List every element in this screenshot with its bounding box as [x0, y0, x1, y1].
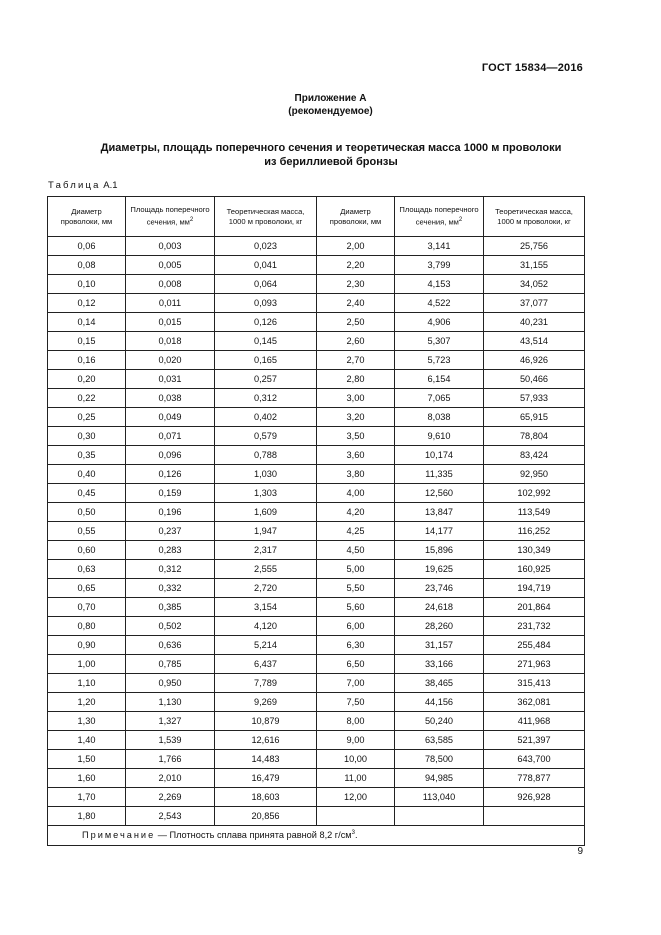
section-title-line-2: из бериллиевой бронзы: [264, 156, 398, 168]
right-diameter-cell: 4,50: [317, 541, 395, 560]
right-area-cell: 44,156: [395, 693, 484, 712]
left-diameter-cell: 0,10: [48, 275, 126, 294]
left-area-cell: 0,785: [126, 655, 215, 674]
right-mass-cell: 315,413: [484, 674, 585, 693]
right-diameter-cell: 6,30: [317, 636, 395, 655]
left-area-cell: 2,010: [126, 769, 215, 788]
right-diameter-cell: 4,00: [317, 484, 395, 503]
left-mass-cell: 0,312: [215, 389, 317, 408]
left-area-cell: 0,237: [126, 522, 215, 541]
header-area-left-sup: 2: [189, 217, 194, 224]
right-mass-cell: 34,052: [484, 275, 585, 294]
table-row: [48, 788, 585, 807]
right-diameter-cell: 12,00: [317, 788, 395, 807]
left-mass-cell: 1,030: [215, 465, 317, 484]
left-mass-cell: 6,437: [215, 655, 317, 674]
left-area-cell: 0,096: [126, 446, 215, 465]
table-row: [48, 712, 585, 731]
left-mass-cell: 1,609: [215, 503, 317, 522]
left-diameter-cell: 1,80: [48, 807, 126, 826]
left-mass-cell: 0,126: [215, 313, 317, 332]
left-area-cell: 0,283: [126, 541, 215, 560]
right-area-cell: 78,500: [395, 750, 484, 769]
right-diameter-cell: 9,00: [317, 731, 395, 750]
table-row: [48, 617, 585, 636]
table-row: [48, 370, 585, 389]
left-area-cell: 0,502: [126, 617, 215, 636]
note-sup: 3: [351, 830, 355, 837]
right-mass-cell: 255,484: [484, 636, 585, 655]
left-area-cell: 0,005: [126, 256, 215, 275]
table-row: [48, 256, 585, 275]
left-mass-cell: 2,720: [215, 579, 317, 598]
right-area-cell: 28,260: [395, 617, 484, 636]
left-diameter-cell: 0,22: [48, 389, 126, 408]
left-diameter-cell: 0,63: [48, 560, 126, 579]
table-row: [48, 674, 585, 693]
left-diameter-cell: 0,15: [48, 332, 126, 351]
header-area-left-text: Площадь поперечного сечения, мм: [130, 205, 210, 227]
right-area-cell: 38,465: [395, 674, 484, 693]
appendix-title: Приложение А: [294, 93, 367, 104]
left-mass-cell: 14,483: [215, 750, 317, 769]
right-area-cell: 6,154: [395, 370, 484, 389]
table-row: [48, 522, 585, 541]
left-area-cell: 0,049: [126, 408, 215, 427]
table-row: [48, 503, 585, 522]
right-area-cell: 5,723: [395, 351, 484, 370]
left-mass-cell: 2,555: [215, 560, 317, 579]
left-mass-cell: 16,479: [215, 769, 317, 788]
right-diameter-cell: [317, 807, 395, 826]
right-mass-cell: 92,950: [484, 465, 585, 484]
right-diameter-cell: 5,60: [317, 598, 395, 617]
table-label: [48, 180, 118, 191]
left-area-cell: 1,130: [126, 693, 215, 712]
table-row: [48, 294, 585, 313]
right-area-cell: 4,522: [395, 294, 484, 313]
header-area-left: [126, 197, 215, 237]
section-title: [60, 141, 602, 169]
right-mass-cell: 778,877: [484, 769, 585, 788]
left-diameter-cell: 1,30: [48, 712, 126, 731]
right-area-cell: 12,560: [395, 484, 484, 503]
right-diameter-cell: 2,30: [317, 275, 395, 294]
document-number: ГОСТ 15834—2016: [481, 62, 583, 74]
left-area-cell: 0,031: [126, 370, 215, 389]
left-area-cell: 0,038: [126, 389, 215, 408]
left-diameter-cell: 0,30: [48, 427, 126, 446]
right-mass-cell: 78,804: [484, 427, 585, 446]
appendix-heading: [0, 92, 661, 118]
left-area-cell: 1,766: [126, 750, 215, 769]
right-area-cell: [395, 807, 484, 826]
right-area-cell: 113,040: [395, 788, 484, 807]
left-diameter-cell: 0,40: [48, 465, 126, 484]
left-area-cell: 0,018: [126, 332, 215, 351]
data-table: [47, 196, 585, 846]
right-diameter-cell: 6,50: [317, 655, 395, 674]
left-diameter-cell: 0,12: [48, 294, 126, 313]
left-area-cell: 0,636: [126, 636, 215, 655]
right-mass-cell: 411,968: [484, 712, 585, 731]
note-end: .: [354, 830, 358, 841]
right-area-cell: 13,847: [395, 503, 484, 522]
right-area-cell: 3,141: [395, 237, 484, 256]
left-area-cell: 0,312: [126, 560, 215, 579]
left-area-cell: 2,543: [126, 807, 215, 826]
right-mass-cell: 83,424: [484, 446, 585, 465]
left-area-cell: 0,008: [126, 275, 215, 294]
note-label: Примечание: [82, 830, 156, 841]
table-row: [48, 636, 585, 655]
header-mass-left: Теоретическая масса, 1000 м проволоки, кг: [215, 197, 317, 237]
table-row: [48, 446, 585, 465]
table-row: [48, 807, 585, 826]
left-area-cell: 0,011: [126, 294, 215, 313]
right-mass-cell: 50,466: [484, 370, 585, 389]
left-diameter-cell: 0,70: [48, 598, 126, 617]
table-row: [48, 275, 585, 294]
left-area-cell: 1,539: [126, 731, 215, 750]
right-mass-cell: 643,700: [484, 750, 585, 769]
header-mass-right: Теоретическая масса, 1000 м проволоки, кг: [484, 197, 585, 237]
table-label-number: А.1: [103, 180, 118, 191]
left-diameter-cell: 1,20: [48, 693, 126, 712]
left-area-cell: 0,071: [126, 427, 215, 446]
right-mass-cell: 46,926: [484, 351, 585, 370]
table-row: [48, 389, 585, 408]
right-diameter-cell: 2,60: [317, 332, 395, 351]
left-mass-cell: 2,317: [215, 541, 317, 560]
right-area-cell: 19,625: [395, 560, 484, 579]
right-diameter-cell: 7,00: [317, 674, 395, 693]
left-mass-cell: 0,093: [215, 294, 317, 313]
right-diameter-cell: 3,20: [317, 408, 395, 427]
table-row: [48, 237, 585, 256]
right-diameter-cell: 2,40: [317, 294, 395, 313]
right-mass-cell: 926,928: [484, 788, 585, 807]
table-row: [48, 560, 585, 579]
note-text: — Плотность сплава принята равной 8,2 г/см: [155, 830, 352, 841]
table-row: [48, 693, 585, 712]
table-row: [48, 579, 585, 598]
appendix-subtitle: (рекомендуемое): [288, 106, 373, 117]
right-mass-cell: 116,252: [484, 522, 585, 541]
right-diameter-cell: 3,80: [317, 465, 395, 484]
header-area-right-sup: 2: [458, 217, 463, 224]
right-mass-cell: 43,514: [484, 332, 585, 351]
right-mass-cell: 231,732: [484, 617, 585, 636]
table-body: [48, 237, 585, 826]
left-diameter-cell: 1,40: [48, 731, 126, 750]
left-mass-cell: 7,789: [215, 674, 317, 693]
right-area-cell: 31,157: [395, 636, 484, 655]
table-header-row: [48, 197, 585, 237]
right-mass-cell: 160,925: [484, 560, 585, 579]
left-area-cell: 0,385: [126, 598, 215, 617]
left-mass-cell: 3,154: [215, 598, 317, 617]
table-row: [48, 408, 585, 427]
right-area-cell: 11,335: [395, 465, 484, 484]
left-area-cell: 2,269: [126, 788, 215, 807]
left-mass-cell: 0,064: [215, 275, 317, 294]
left-mass-cell: 0,579: [215, 427, 317, 446]
left-mass-cell: 4,120: [215, 617, 317, 636]
left-diameter-cell: 0,90: [48, 636, 126, 655]
left-mass-cell: 10,879: [215, 712, 317, 731]
table-row: [48, 313, 585, 332]
left-diameter-cell: 1,00: [48, 655, 126, 674]
header-diameter-left: Диаметр проволоки, мм: [48, 197, 126, 237]
left-mass-cell: 0,041: [215, 256, 317, 275]
table-row: [48, 750, 585, 769]
right-mass-cell: 31,155: [484, 256, 585, 275]
right-diameter-cell: 11,00: [317, 769, 395, 788]
left-mass-cell: 12,616: [215, 731, 317, 750]
left-diameter-cell: 0,08: [48, 256, 126, 275]
right-area-cell: 5,307: [395, 332, 484, 351]
right-area-cell: 94,985: [395, 769, 484, 788]
left-area-cell: 0,003: [126, 237, 215, 256]
right-diameter-cell: 6,00: [317, 617, 395, 636]
right-mass-cell: 113,549: [484, 503, 585, 522]
left-diameter-cell: 0,06: [48, 237, 126, 256]
left-diameter-cell: 0,14: [48, 313, 126, 332]
right-diameter-cell: 5,00: [317, 560, 395, 579]
header-area-right-text: Площадь поперечного сечения, мм: [399, 205, 479, 227]
left-mass-cell: 5,214: [215, 636, 317, 655]
table-row: [48, 465, 585, 484]
left-area-cell: 0,126: [126, 465, 215, 484]
table-note: [48, 826, 585, 846]
section-title-line-1: Диаметры, площадь поперечного сечения и теоретическая масса 1000 м проволоки: [100, 142, 562, 154]
right-area-cell: 50,240: [395, 712, 484, 731]
table-row: [48, 598, 585, 617]
table-row: [48, 769, 585, 788]
left-diameter-cell: 1,70: [48, 788, 126, 807]
left-diameter-cell: 1,60: [48, 769, 126, 788]
left-area-cell: 0,020: [126, 351, 215, 370]
right-area-cell: 14,177: [395, 522, 484, 541]
table-row: [48, 351, 585, 370]
left-diameter-cell: 1,50: [48, 750, 126, 769]
right-diameter-cell: 5,50: [317, 579, 395, 598]
right-diameter-cell: 8,00: [317, 712, 395, 731]
right-mass-cell: 40,231: [484, 313, 585, 332]
right-area-cell: 7,065: [395, 389, 484, 408]
left-area-cell: 0,015: [126, 313, 215, 332]
right-mass-cell: 271,963: [484, 655, 585, 674]
right-area-cell: 15,896: [395, 541, 484, 560]
right-diameter-cell: 2,70: [317, 351, 395, 370]
page-number: 9: [577, 846, 583, 857]
right-mass-cell: 37,077: [484, 294, 585, 313]
table-row: [48, 731, 585, 750]
left-mass-cell: 0,023: [215, 237, 317, 256]
right-mass-cell: 201,864: [484, 598, 585, 617]
right-mass-cell: [484, 807, 585, 826]
left-mass-cell: 0,145: [215, 332, 317, 351]
right-mass-cell: 65,915: [484, 408, 585, 427]
left-diameter-cell: 0,50: [48, 503, 126, 522]
right-mass-cell: 194,719: [484, 579, 585, 598]
left-mass-cell: 1,947: [215, 522, 317, 541]
right-area-cell: 4,906: [395, 313, 484, 332]
left-area-cell: 0,950: [126, 674, 215, 693]
left-diameter-cell: 0,16: [48, 351, 126, 370]
header-diameter-right: Диаметр проволоки, мм: [317, 197, 395, 237]
left-diameter-cell: 0,80: [48, 617, 126, 636]
left-area-cell: 0,332: [126, 579, 215, 598]
table-row: [48, 484, 585, 503]
right-area-cell: 33,166: [395, 655, 484, 674]
right-mass-cell: 130,349: [484, 541, 585, 560]
right-area-cell: 3,799: [395, 256, 484, 275]
right-mass-cell: 362,081: [484, 693, 585, 712]
left-mass-cell: 0,257: [215, 370, 317, 389]
left-mass-cell: 9,269: [215, 693, 317, 712]
left-mass-cell: 0,788: [215, 446, 317, 465]
left-diameter-cell: 0,55: [48, 522, 126, 541]
right-diameter-cell: 7,50: [317, 693, 395, 712]
right-area-cell: 10,174: [395, 446, 484, 465]
left-diameter-cell: 0,20: [48, 370, 126, 389]
table-label-word: Таблица: [48, 180, 101, 191]
right-diameter-cell: 2,00: [317, 237, 395, 256]
left-area-cell: 0,196: [126, 503, 215, 522]
left-diameter-cell: 1,10: [48, 674, 126, 693]
left-mass-cell: 18,603: [215, 788, 317, 807]
right-area-cell: 24,618: [395, 598, 484, 617]
table-note-row: [48, 826, 585, 846]
table-row: [48, 427, 585, 446]
right-diameter-cell: 2,20: [317, 256, 395, 275]
right-diameter-cell: 10,00: [317, 750, 395, 769]
right-diameter-cell: 2,80: [317, 370, 395, 389]
table-row: [48, 332, 585, 351]
right-diameter-cell: 3,60: [317, 446, 395, 465]
left-area-cell: 0,159: [126, 484, 215, 503]
right-diameter-cell: 4,25: [317, 522, 395, 541]
right-diameter-cell: 3,50: [317, 427, 395, 446]
left-mass-cell: 20,856: [215, 807, 317, 826]
left-diameter-cell: 0,45: [48, 484, 126, 503]
right-diameter-cell: 2,50: [317, 313, 395, 332]
right-diameter-cell: 3,00: [317, 389, 395, 408]
left-diameter-cell: 0,65: [48, 579, 126, 598]
right-diameter-cell: 4,20: [317, 503, 395, 522]
left-mass-cell: 1,303: [215, 484, 317, 503]
left-mass-cell: 0,165: [215, 351, 317, 370]
right-area-cell: 8,038: [395, 408, 484, 427]
table-row: [48, 655, 585, 674]
header-area-right: [395, 197, 484, 237]
left-diameter-cell: 0,35: [48, 446, 126, 465]
right-mass-cell: 57,933: [484, 389, 585, 408]
right-area-cell: 4,153: [395, 275, 484, 294]
right-area-cell: 63,585: [395, 731, 484, 750]
left-mass-cell: 0,402: [215, 408, 317, 427]
left-diameter-cell: 0,25: [48, 408, 126, 427]
right-mass-cell: 521,397: [484, 731, 585, 750]
table-row: [48, 541, 585, 560]
right-area-cell: 9,610: [395, 427, 484, 446]
left-diameter-cell: 0,60: [48, 541, 126, 560]
right-mass-cell: 102,992: [484, 484, 585, 503]
right-area-cell: 23,746: [395, 579, 484, 598]
right-mass-cell: 25,756: [484, 237, 585, 256]
left-area-cell: 1,327: [126, 712, 215, 731]
